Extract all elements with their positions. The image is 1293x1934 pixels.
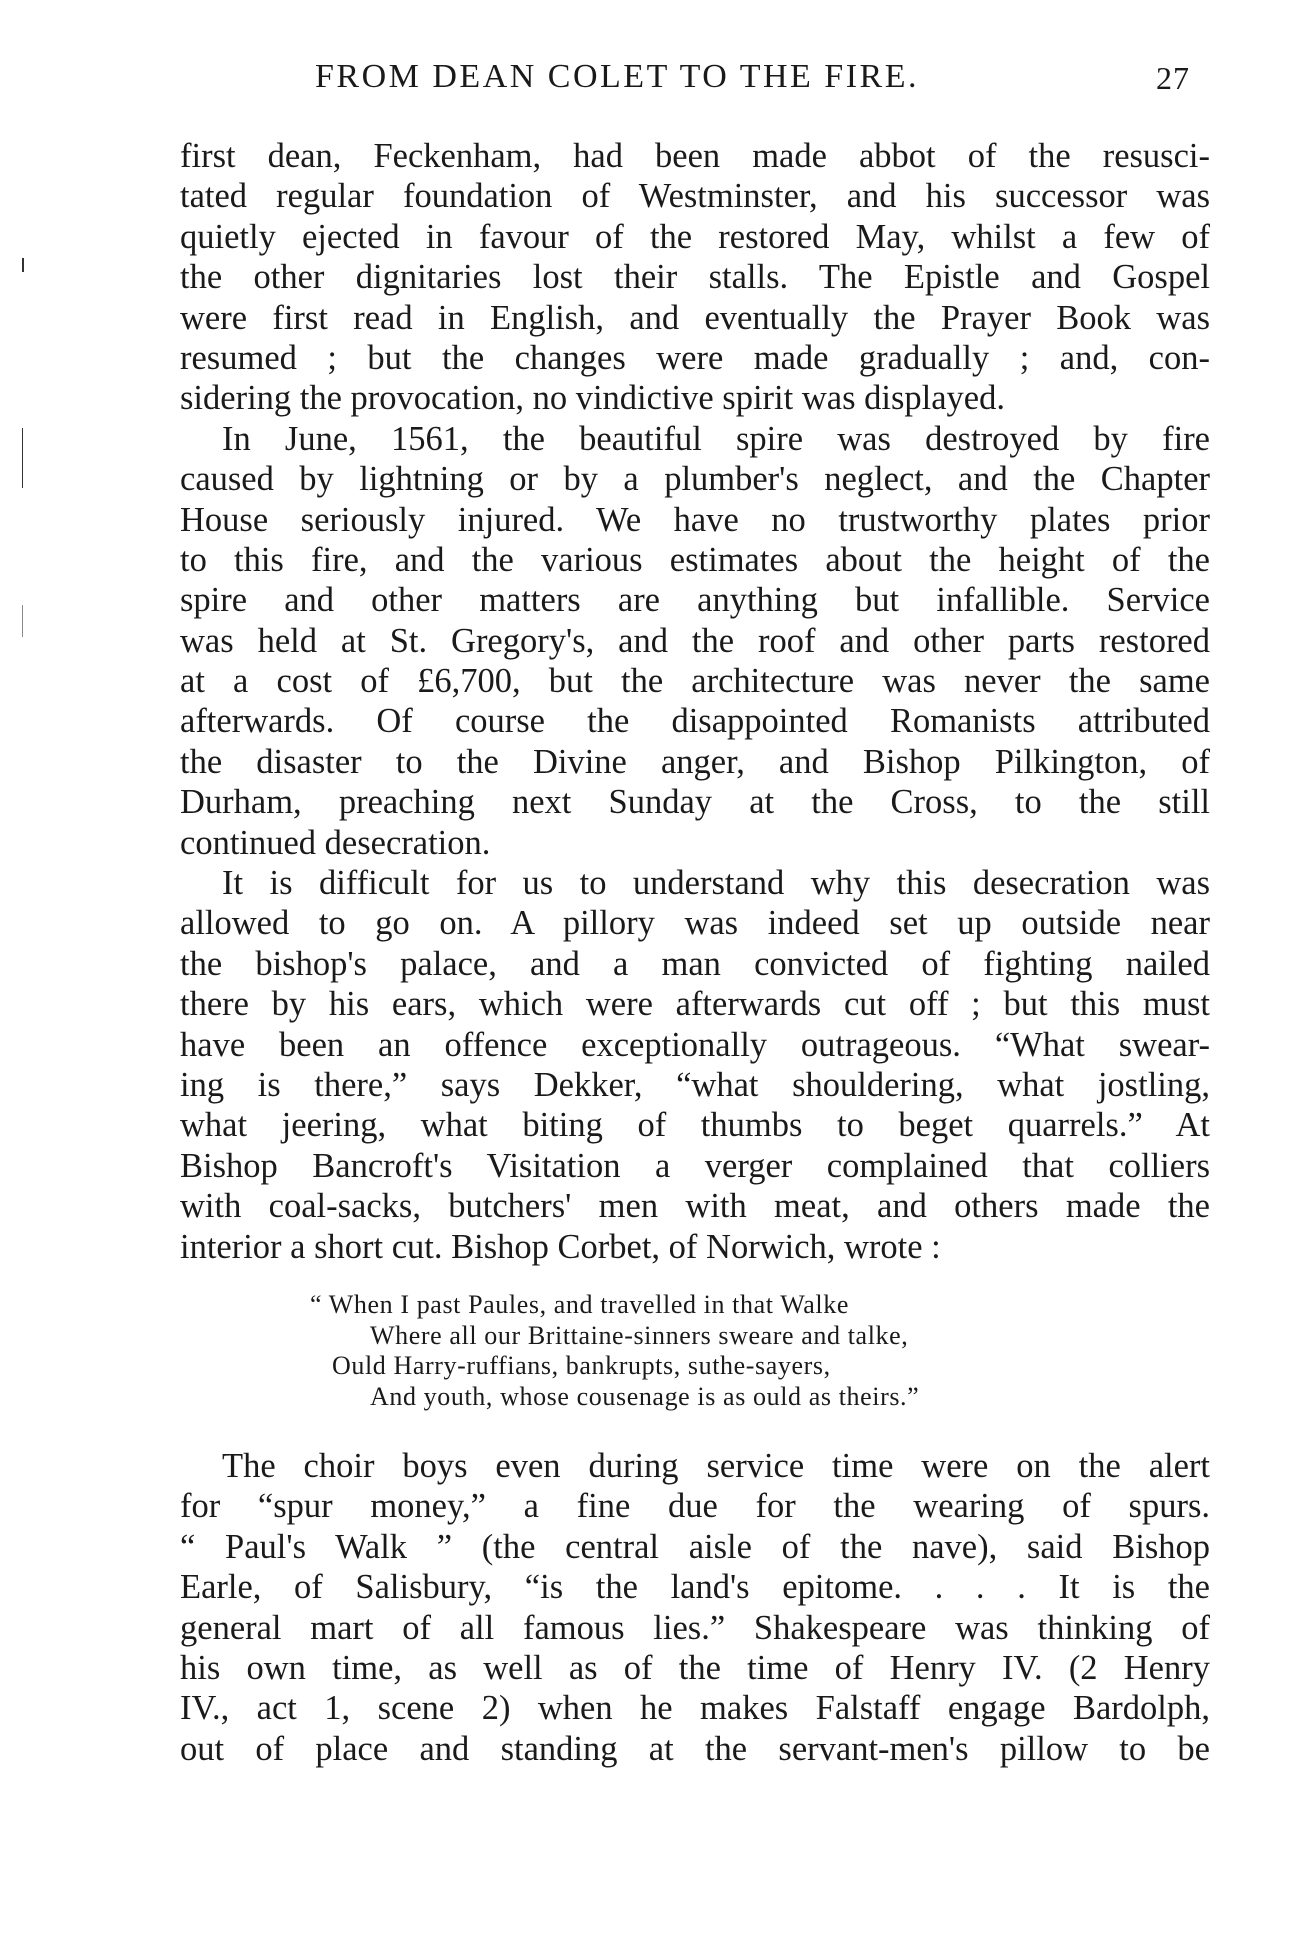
text-line: It is difficult for us to understand why this desecration was — [222, 864, 1210, 903]
verse-line: “ When I past Paules, and travelled in that Walke — [310, 1290, 849, 1319]
text-line: out of place and standing at the servant-men's pillow to be — [180, 1729, 1210, 1768]
text-line: interior a short cut. Bishop Corbet, of Norwich, wrote : — [180, 1227, 941, 1266]
body-text — [180, 136, 1210, 1267]
body-text-continued — [180, 1446, 1210, 1769]
text-line: “ Paul's Walk ” (the central aisle of the nave), said Bishop — [180, 1527, 1210, 1566]
text-line: what jeering, what biting of thumbs to beget quarrels.” At — [180, 1106, 1210, 1145]
text-line: to this fire, and the various estimates about the height of the — [180, 540, 1210, 579]
text-line: resumed ; but the changes were made gradually ; and, con- — [180, 338, 1210, 377]
text-line: caused by lightning or by a plumber's neglect, and the Chapter — [180, 460, 1210, 499]
text-line: quietly ejected in favour of the restored May, whilst a few of — [180, 217, 1210, 256]
text-line: have been an offence exceptionally outrageous. “What swear- — [180, 1025, 1210, 1064]
text-line: his own time, as well as of the time of Henry IV. (2 Henry — [180, 1648, 1210, 1687]
margin-mark — [22, 605, 23, 637]
running-head — [180, 58, 1210, 108]
text-line: for “spur money,” a fine due for the wearing of spurs. — [180, 1487, 1210, 1526]
text-line: The choir boys even during service time were on the alert — [222, 1447, 1210, 1485]
text-line: there by his ears, which were afterwards cut off ; but this must — [180, 985, 1210, 1024]
text-line: were first read in English, and eventually the Prayer Book was — [180, 298, 1210, 337]
verse-line: And youth, whose cousenage is as ould as theirs.” — [370, 1381, 920, 1411]
verse-line: Where all our Brittaine-sinners sweare and talke, — [370, 1320, 909, 1350]
text-line: Bishop Bancroft's Visitation a verger complained that colliers — [180, 1146, 1210, 1185]
margin-mark — [22, 258, 24, 272]
text-line: the bishop's palace, and a man convicted of fighting nailed — [180, 944, 1210, 983]
text-line: House seriously injured. We have no trustworthy plates prior — [180, 500, 1210, 539]
running-title: FROM DEAN COLET TO THE FIRE. — [315, 58, 919, 95]
text-line: spire and other matters are anything but infallible. Service — [180, 581, 1210, 620]
text-line: sidering the provocation, no vindictive spirit was displayed. — [180, 379, 1005, 418]
verse-line: Ould Harry-ruffians, bankrupts, suthe-sayers, — [332, 1351, 831, 1380]
text-line: In June, 1561, the beautiful spire was destroyed by fire — [222, 419, 1210, 458]
text-line: Durham, preaching next Sunday at the Cross, to the still — [180, 783, 1210, 822]
text-line: the disaster to the Divine anger, and Bishop Pilkington, of — [180, 742, 1210, 781]
text-line: allowed to go on. A pillory was indeed set up outside near — [180, 904, 1210, 943]
text-line: continued desecration. — [180, 823, 491, 862]
text-line: ing is there,” says Dekker, “what shouldering, what jostling, — [180, 1065, 1210, 1104]
text-line: with coal-sacks, butchers' men with meat, and others made the — [180, 1187, 1210, 1226]
text-line: was held at St. Gregory's, and the roof and other parts restored — [180, 621, 1210, 660]
text-line: at a cost of £6,700, but the architecture was never the same — [180, 662, 1210, 701]
text-line: general mart of all famous lies.” Shakespeare was thinking of — [180, 1608, 1210, 1647]
verse-quotation — [310, 1290, 1110, 1412]
page-number: 27 — [1156, 60, 1190, 96]
text-line: afterwards. Of course the disappointed Romanists attributed — [180, 702, 1210, 741]
text-line: Earle, of Salisbury, “is the land's epitome. . . . It is the — [180, 1568, 1210, 1607]
text-line: first dean, Feckenham, had been made abbot of the resusci- — [180, 137, 1210, 175]
text-line: tated regular foundation of Westminster, and his successor was — [180, 177, 1210, 216]
text-line: the other dignitaries lost their stalls. The Epistle and Gospel — [180, 258, 1210, 297]
margin-mark — [22, 428, 23, 488]
text-line: IV., act 1, scene 2) when he makes Falstaff engage Bardolph, — [180, 1689, 1210, 1728]
